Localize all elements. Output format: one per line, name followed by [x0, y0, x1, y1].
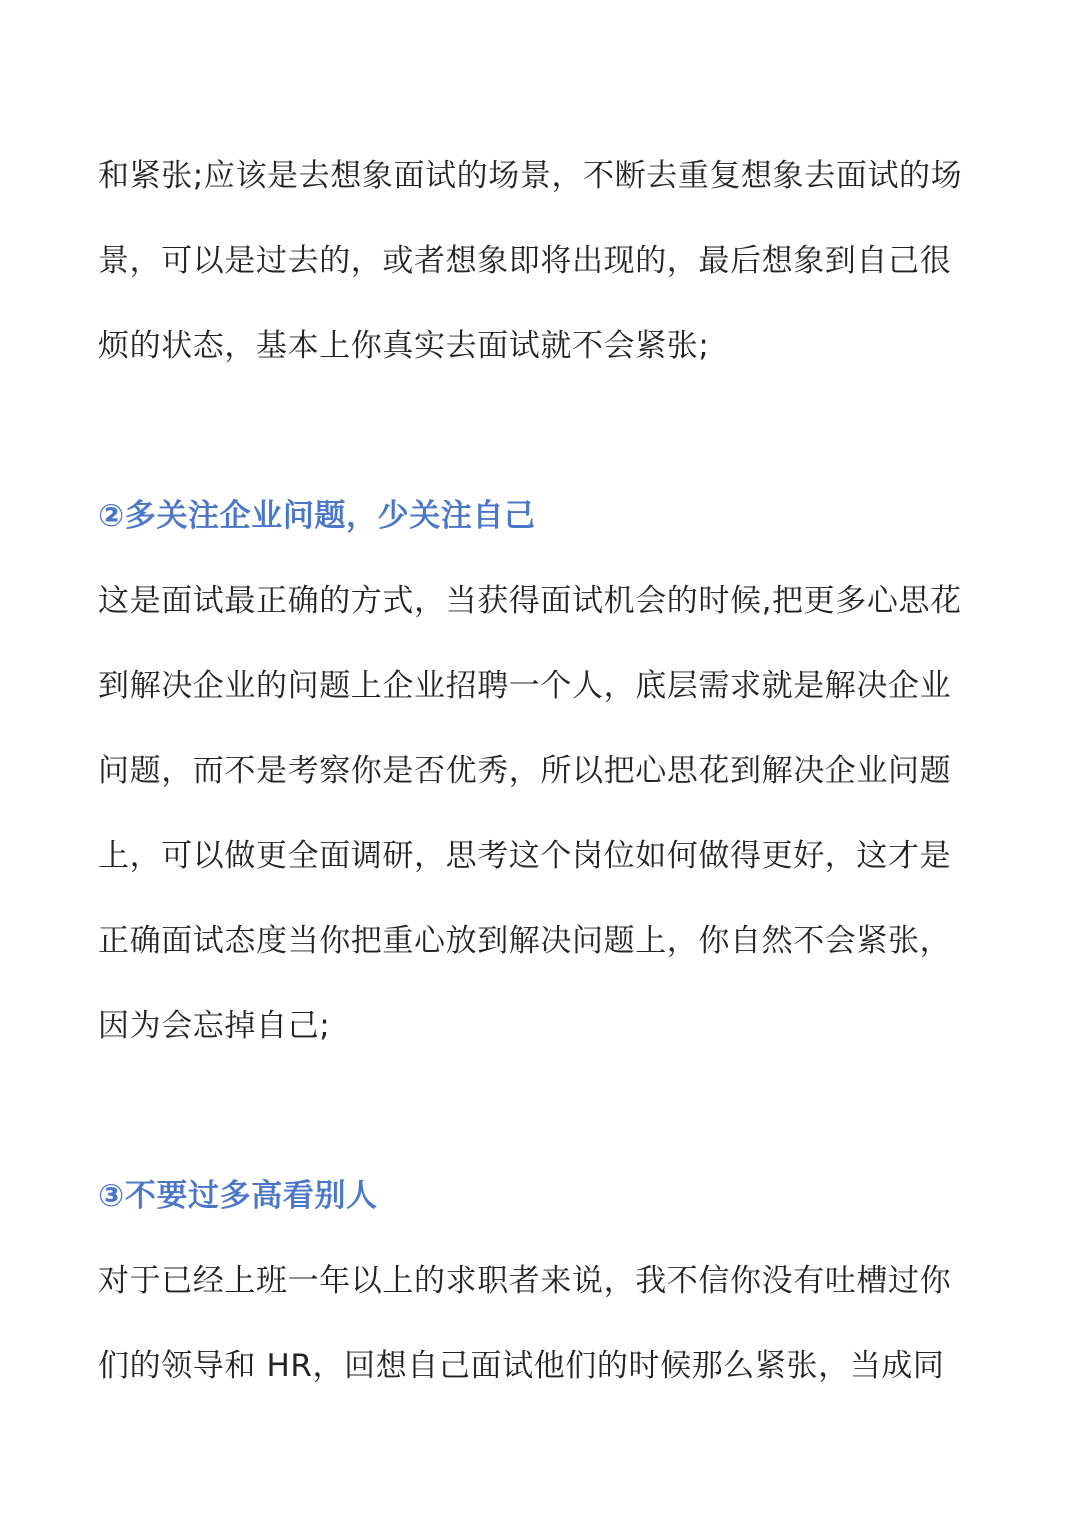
paragraph-line: 和紧张;应该是去想象面试的场景，不断去重复想象去面试的场 [98, 158, 963, 194]
paragraph-line: 上，可以做更全面调研，思考这个岗位如何做得更好，这才是 [98, 838, 952, 874]
section-heading: ③不要过多高看别人 [98, 1178, 378, 1214]
paragraph-line: 问题，而不是考察你是否优秀，所以把心思花到解决企业问题 [98, 753, 952, 789]
paragraph-line: 们的领导和 HR，回想自己面试他们的时候那么紧张，当成同 [98, 1348, 945, 1384]
section-heading: ②多关注企业问题，少关注自己 [98, 498, 536, 534]
paragraph-line: 景，可以是过去的，或者想象即将出现的，最后想象到自己很 [98, 243, 952, 279]
paragraph-line: 因为会忘掉自己; [98, 1008, 331, 1044]
paragraph-line: 烦的状态，基本上你真实去面试就不会紧张; [98, 328, 710, 364]
paragraph-line: 对于已经上班一年以上的求职者来说，我不信你没有吐槽过你 [98, 1263, 952, 1299]
paragraph-line: 这是面试最正确的方式，当获得面试机会的时候,把更多心思花 [98, 583, 962, 619]
paragraph-line: 到解决企业的问题上企业招聘一个人，底层需求就是解决企业 [98, 668, 952, 704]
paragraph-line: 正确面试态度当你把重心放到解决问题上，你自然不会紧张， [98, 923, 952, 959]
